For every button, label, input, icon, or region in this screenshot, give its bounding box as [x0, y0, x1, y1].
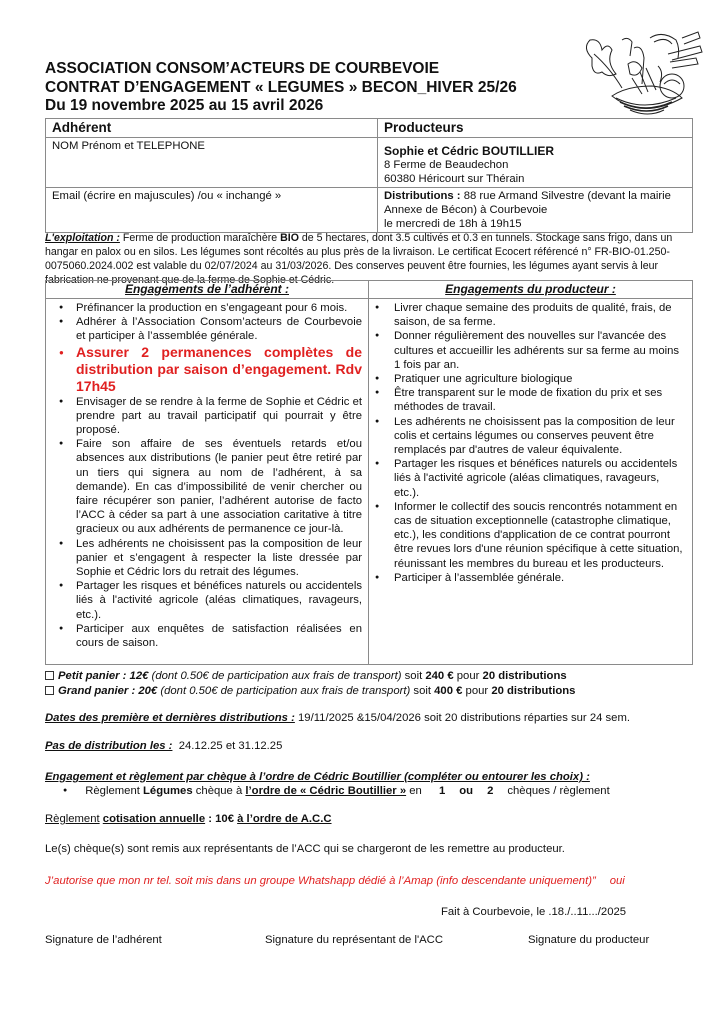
- name-phone-label: NOM Prénom et TELEPHONE: [52, 140, 205, 152]
- list-item: ● Informer le collectif des soucis rencontrés notamment en cas de situation exceptionnelle (catastrophe climatique, etc.), les conditions d'application de ce contrat pourront être revues lors d'une réunion spécifique à cette situation, réunissant les membres du bureau et les producteurs.: [369, 500, 686, 571]
- document-title: [45, 60, 517, 116]
- signature-acc: Signature du représentant de l'ACC: [265, 934, 443, 946]
- distribution-info: [378, 188, 693, 233]
- producer-info: [378, 138, 693, 188]
- list-item: ● Donner régulièrement des nouvelles sur l'avancée des cultures et accueillir les adhérents sur sa ferme au moins 1 fois par an.: [369, 329, 686, 372]
- vegetable-basket-logo-icon: [572, 28, 712, 120]
- petit-panier-label: Petit panier : 12€: [58, 670, 149, 682]
- title-period: Du 19 novembre 2025 au 15 avril 2026: [45, 97, 324, 114]
- cheque-choice-2[interactable]: 2: [487, 785, 494, 797]
- ou-text: ou: [459, 785, 474, 797]
- petit-panier-checkbox[interactable]: [45, 671, 54, 680]
- reglement-mid: chèque à: [192, 785, 246, 797]
- producer-address-line2: 60380 Héricourt sur Thérain: [384, 173, 525, 185]
- adherent-engagements-cell: [46, 299, 369, 665]
- producer-engagements-header: Engagements du producteur :: [369, 281, 693, 299]
- distribution-dates-label: Dates des première et dernières distributions :: [45, 712, 295, 724]
- member-producer-table: [45, 118, 693, 233]
- list-item: ● Les adhérents ne choisissent pas la composition de leur panier et s’engagent à respecter la liste dressée par Sophie et Cédric lors du retrait des légumes.: [46, 537, 362, 580]
- soit-text: soit: [401, 670, 426, 682]
- cotisation-order: à l’ordre de A.C.C: [237, 813, 332, 825]
- name-phone-field[interactable]: [46, 138, 378, 188]
- grand-panier-count: 20 distributions: [491, 685, 576, 697]
- email-label: Email (écrire en majuscules) /ou « inchangé »: [52, 190, 282, 202]
- petit-panier-option[interactable]: [45, 670, 567, 682]
- reglement-en: en: [406, 785, 425, 797]
- producer-address-line1: 8 Ferme de Beaudechon: [384, 159, 509, 171]
- grand-panier-total: 400 €: [434, 685, 463, 697]
- reglement-legumes-item: [63, 785, 610, 797]
- exploitation-text: Ferme de production maraîchère: [119, 232, 281, 244]
- adherent-engagements-list: [46, 299, 368, 664]
- list-item: ● Faire son affaire de ses éventuels retards et/ou absences aux distributions (le panier peut être retiré par un tiers qui signera au nom de l’adhérent, à sa demande). En cas d’impossibilité de venir chercher ou faire récupérer son panier, l’adhérent autorise de facto l’ACC à céder sa part à une association caritative à titre gracieux ou aux adhérents de permanence ce jour-là.: [46, 437, 362, 536]
- grand-panier-note: (dont 0.50€ de participation aux frais de transport): [157, 685, 411, 697]
- petit-panier-note: (dont 0.50€ de participation aux frais de transport): [148, 670, 402, 682]
- cheque-choice-1[interactable]: 1: [438, 785, 446, 797]
- exploitation-description: [45, 231, 695, 287]
- producer-name: Sophie et Cédric BOUTILLIER: [384, 144, 555, 158]
- whatsapp-consent-text: J’autorise que mon nr tel. soit mis dans un groupe Whatshapp dédié à l’Amap (info descendante uniquement)”: [45, 875, 596, 887]
- petit-panier-count: 20 distributions: [482, 670, 567, 682]
- petit-panier-total: 240 €: [425, 670, 454, 682]
- title-contract: CONTRAT D’ENGAGEMENT « LEGUMES » BECON_HIVER 25/26: [45, 78, 517, 96]
- list-item-permanences-highlight: ● Assurer 2 permanences complètes de distribution par saison d’engagement. Rdv 17h45: [46, 344, 362, 395]
- producer-engagements-cell: [369, 299, 693, 665]
- pour-text: pour: [462, 685, 492, 697]
- reglement-header-text: Engagement et règlement par chèque à l’ordre de Cédric Boutillier (compléter ou entourer les choix) :: [45, 771, 590, 783]
- distribution-dates-value: 19/11/2025 &15/04/2026 soit 20 distributions réparties sur 24 sem.: [294, 712, 631, 724]
- cotisation-line: [45, 813, 332, 825]
- reglement-suffix: chèques / règlement: [507, 785, 610, 797]
- reglement-legumes: Légumes: [143, 785, 193, 797]
- title-association: ASSOCIATION CONSOM’ACTEURS DE COURBEVOIE: [45, 60, 440, 77]
- producteurs-header: Producteurs: [378, 119, 693, 138]
- exploitation-text-cont: de 5 hectares, dont 3.5 cultivés et 0.3 en tunnels. Stockage sans frigo, dans un hangar en palox ou en silos. Les légumes sont récoltés au plus près de la livraison. Le certificat Ecocert référencé n° FR-BIO-01.250-0075060.2024.002 est valable du 02/07/2024 au 31/03/2026. Des conserves peuvent être fournies, les légumes ayant servis à leur fabrication ne provenant que de la ferme de Sophie et Cédric.: [45, 232, 673, 286]
- pour-text: pour: [453, 670, 483, 682]
- reglement-prefix: Règlement: [85, 785, 144, 797]
- list-item: ● Participer aux enquêtes de satisfaction réalisées en cours de saison.: [46, 622, 362, 650]
- list-item: ● Envisager de se rendre à la ferme de Sophie et Cédric et prendre part au travail participatif qui pourrait y être proposé.: [46, 395, 362, 438]
- grand-panier-option[interactable]: [45, 685, 575, 697]
- distributions-label: Distributions :: [384, 190, 461, 202]
- bullet-icon: ●: [63, 787, 68, 794]
- list-item: ● Adhérer à l’Association Consom’acteurs de Courbevoie et participer à l’assemblée générale.: [46, 315, 362, 343]
- list-item: ● Être transparent sur le mode de fixation du prix et ses méthodes de travail.: [369, 386, 686, 414]
- list-item: ● Participer à l’assemblée générale.: [369, 571, 686, 585]
- cotisation-amount: : 10€: [205, 813, 238, 825]
- cheques-remis-text: Le(s) chèque(s) sont remis aux représentants de l’ACC qui se chargeront de les remettre au producteur.: [45, 843, 565, 855]
- reglement-order: l’ordre de « Cédric Boutillier »: [245, 785, 407, 797]
- cotisation-label: cotisation annuelle: [102, 813, 206, 825]
- adherent-header: Adhérent: [46, 119, 378, 138]
- list-item: ● Préfinancer la production en s’engageant pour 6 mois.: [46, 301, 362, 315]
- distributions-time: le mercredi de 18h à 19h15: [384, 218, 522, 230]
- distribution-dates: [45, 712, 630, 724]
- signature-adherent: Signature de l’adhérent: [45, 934, 162, 946]
- grand-panier-checkbox[interactable]: [45, 686, 54, 695]
- no-distribution-label: Pas de distribution les :: [45, 740, 173, 752]
- list-item: ● Pratiquer une agriculture biologique: [369, 372, 686, 386]
- producer-engagements-list: [369, 299, 692, 599]
- grand-panier-label: Grand panier : 20€: [58, 685, 158, 697]
- distributions-address: 88 rue Armand Silvestre (devant la mairie Annexe de Bécon) à Courbevoie: [384, 190, 671, 216]
- list-item: ● Livrer chaque semaine des produits de qualité, frais, de saison, de sa ferme.: [369, 301, 686, 329]
- no-distribution-value: 24.12.25 et 31.12.25: [172, 740, 283, 752]
- signature-producteur: Signature du producteur: [528, 934, 650, 946]
- soit-text: soit: [410, 685, 435, 697]
- whatsapp-consent: [45, 875, 625, 887]
- list-item: ● Partager les risques et bénéfices naturels ou accidentels liés à l'activité agricole (aléas climatiques, ravageurs, etc.).: [46, 579, 362, 622]
- engagements-table: [45, 280, 693, 665]
- list-item: ● Partager les risques et bénéfices naturels ou accidentels liés à l'activité agricole (aléas climatiques, ravageurs, etc.).: [369, 457, 686, 500]
- reglement-header: [45, 771, 590, 783]
- list-item: ● Les adhérents ne choisissent pas la composition de leur colis et certains légumes ou conserves peuvent être remplacés par d'autres de valeur équivalente.: [369, 415, 686, 458]
- email-field[interactable]: [46, 188, 378, 233]
- exploitation-label: L'exploitation :: [45, 232, 120, 244]
- bio-label: BIO: [280, 232, 299, 244]
- place-date: Fait à Courbevoie, le .18./..11.../2025: [441, 906, 627, 918]
- no-distribution: [45, 740, 282, 752]
- adherent-engagements-header: Engagements de l’adhérent :: [46, 281, 369, 299]
- whatsapp-consent-answer[interactable]: oui: [609, 875, 625, 887]
- cotisation-prefix: Règlement: [45, 813, 100, 825]
